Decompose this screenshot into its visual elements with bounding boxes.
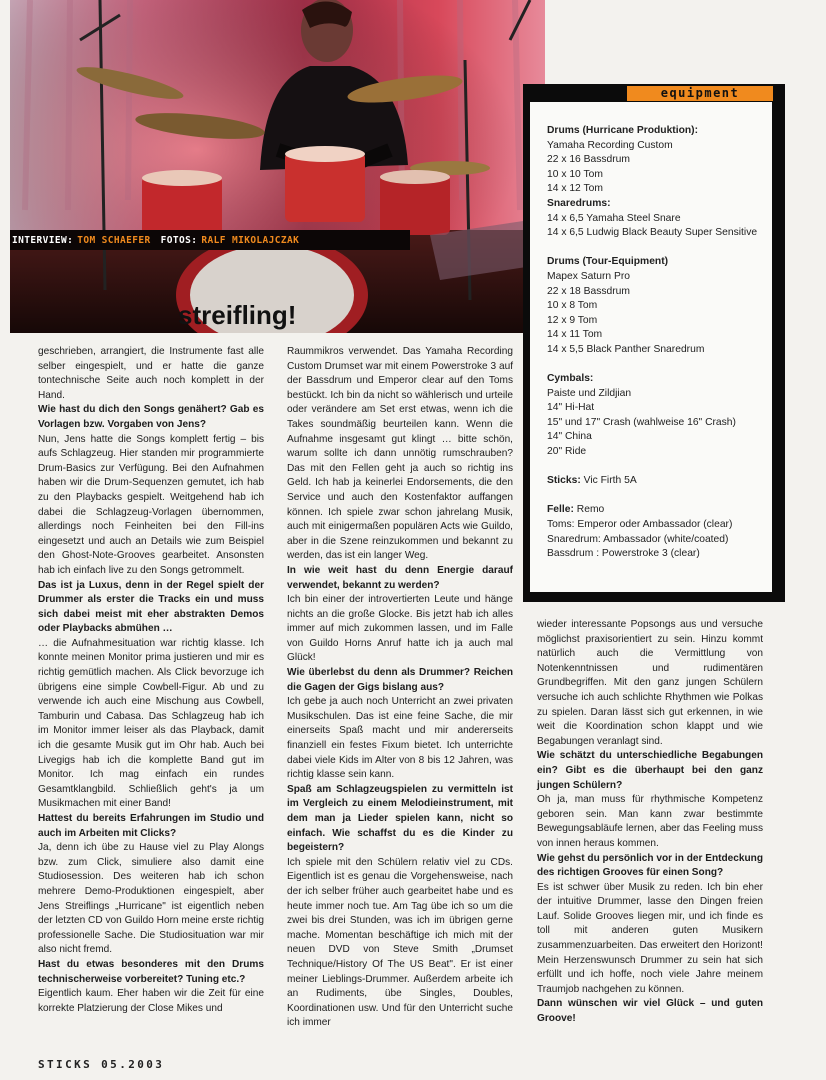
equipment-line: 14 x 5,5 Black Panther Snaredrum <box>547 343 705 355</box>
answer-paragraph: … die Aufnahmesituation war richtig klasse. Ich konnte meinen Monitor prima justieren und mir es richtig gemütlich machen. Als Click bevorzuge ich übrigens eine simple Cowbell-Figur. Ab und zu verwende ich auch eine Mischung aus Cowbell, Tamburin und Cabasa. Das Schlagzeug hab ich im Monitor immer leiser als das Playback, damit ich die gesamte Musik gut im Ohr hab. Auch bei Livegigs hab ich die komplette Band gut im Monitor. Ich mag einfach ein rundes Gesamtklangbild. Schließlich geht's ja um Musikmachen mit einer Band! <box>38 637 264 810</box>
felle-value: Remo <box>576 504 605 516</box>
equipment-line: 15" und 17" Crash (wahlweise 16" Crash) <box>547 416 736 428</box>
question-paragraph: Das ist ja Luxus, denn in der Regel spielt der Drummer als erster die Tracks ein und muss sich dabei meist mit eher abstrakten Demos oder Playbacks abmühen … <box>38 579 264 635</box>
answer-paragraph: Raummikros verwendet. Das Yamaha Recording Custom Drumset war mit einem Powerstroke 3 auf der Bassdrum und Emperor clear auf den Toms bestückt. Ich bin da nicht so wählerisch und urteile oder verändere am Set erst etwas, wenn ich die Takes soundmäßig beurteilen kann. Wenn die Aufnahme insgesamt gut klingt … bitte schön, warum sollte ich dann unnötig rumschrauben? Das mit den Fellen geht ja auch so richtig ins Geld. Ich hab ja keinerlei Endorsements, die den Service und auch den Kostenfaktor auffangen können. Ich spiele zwar schon jahrelang Musik, auch mit einigermaßen populären Acts wie Guildo, aber in die Szene reinzukommen und bekannt zu werden, das ist ein langer Weg. <box>287 346 513 562</box>
equipment-line: 22 x 18 Bassdrum <box>547 285 630 297</box>
question-paragraph: Hast du etwas besonderes mit den Drums technischerweise vorbereitet? Tuning etc.? <box>38 958 264 985</box>
credit-interviewer: TOM SCHAEFER <box>77 234 151 246</box>
answer-paragraph: Eigentlich kaum. Eher haben wir die Zeit für eine korrekte Platzierung der Close Mikes und <box>38 988 264 1014</box>
equipment-section-cymbals <box>547 372 772 460</box>
answer-paragraph: Es ist schwer über Musik zu reden. Ich bin eher der intuitive Drummer, lasse den Dingen freien Lauf. Solide Grooves liegen mir, und ich finde es toll mit anderen guten Musikern zusammenzuarbeiten. Das erweitert den Horizont! Mein Herzenswunsch Drummer zu sein hat sich erfüllt und ich hoffe, noch viele Jahre meinem Traumjob nachgehen zu können. <box>537 881 763 995</box>
sticks-value: Vic Firth 5A <box>583 475 637 487</box>
equipment-line: 14" China <box>547 431 592 443</box>
equipment-box <box>523 84 785 602</box>
equipment-line: 14 x 6,5 Ludwig Black Beauty Super Sensitive <box>547 227 758 239</box>
credit-photos-label: FOTOS: <box>160 234 198 246</box>
bassdrum-logo: streifling! <box>178 300 297 330</box>
question-paragraph: Wie hast du dich den Songs genähert? Gab es Vorlagen bzw. Vorgaben von Jens? <box>38 404 264 430</box>
photo-credit-bar <box>10 230 410 250</box>
answer-paragraph: Nun, Jens hatte die Songs komplett fertig – bis aufs Schlagzeug. Hier standen mir programmierte Drum-Basics zur Verfügung. Bei den Aufnahmen haben wir die Drum-Sequenzen gemutet, ich hab zu den Playbacks gespielt. Weitgehend hab ich dabei die Schlagzeug-Vorlagen übernommen, allerdings noch Feinheiten bei den Fill-ins eingesetzt und auch an Details wie zum Beispiel den Ghost-Note-Grooves gearbeitet. Ansonsten hab ich einfach live zu den Songs getrommelt. <box>38 433 264 576</box>
equipment-line: Toms: Emperor oder Ambassador (clear) <box>547 519 733 531</box>
equipment-line: 14 x 12 Tom <box>547 183 603 195</box>
equipment-line: 22 x 16 Bassdrum <box>547 154 630 166</box>
equipment-heading: Cymbals: <box>547 373 594 385</box>
credit-photographer: RALF MIKOLAJCZAK <box>201 234 300 246</box>
question-paragraph: Wie schätzt du unterschiedliche Begabungen ein? Gibt es die überhaupt bei den ganz jungen Schülern? <box>537 750 763 791</box>
equipment-line: Mapex Saturn Pro <box>547 270 630 282</box>
equipment-line: 14 x 11 Tom <box>547 329 603 341</box>
question-paragraph: Wie überlebst du denn als Drummer? Reichen die Gagen der Gigs bislang aus? <box>287 667 513 693</box>
equipment-line: 14 x 6,5 Yamaha Steel Snare <box>547 212 681 224</box>
felle-label: Felle: <box>547 504 574 516</box>
answer-paragraph: Ich spiele mit den Schülern relativ viel zu CDs. Eigentlich ist es genau die Vorgehensweise, nach der ich selber früher auch gearbeitet habe und es heute immer noch tue. Am Tag übe ich so um die zwei bis drei Stunden, was ich im übrigen gerne mache. Momentan beschäftige ich mich mit der neuen DVD von Steve Smith „Drumset Technique/History Of The US Beat". Er ist einer meiner Lieblings-Drummer. Außerdem arbeite ich an Rudiments, übe Singles, Doubles, Koordinationen usw. Und für den Unterricht suche ich immer <box>287 856 513 1029</box>
equipment-section-felle <box>547 503 772 561</box>
question-paragraph: In wie weit hast du denn Energie darauf verwendet, bekannt zu werden? <box>287 564 513 591</box>
question-paragraph: Wie gehst du persönlich vor in der Entdeckung des richtigen Grooves für einen Song? <box>537 852 763 879</box>
answer-paragraph: geschrieben, arrangiert, die Instrumente fast alle selber eingespielt, und er hatte die ganze tontechnische Seite auch noch komplett in der Hand. <box>38 346 264 401</box>
drummer-photo-illustration <box>10 0 545 333</box>
sticks-label: Sticks: <box>547 475 581 487</box>
answer-paragraph: Ja, denn ich übe zu Hause viel zu Play Alongs bzw. zum Click, simuliere also damit eine Studiosession. Des weiteren hab ich schon mehrere Demo-Produktionen eingespielt, aber Jens Streiflings „Hurricane" ist eigentlich neben der letzten CD von Guildo Horn meine erste richtig professionelle Sache. Die Studiosituation war mir also nicht fremd. <box>38 842 264 956</box>
equipment-section-hurricane <box>547 124 772 241</box>
article-column-1 <box>38 345 264 1016</box>
question-paragraph: Hattest du bereits Erfahrungen im Studio und auch im Arbeiten mit Clicks? <box>38 813 264 839</box>
drummer-photo <box>10 0 545 333</box>
equipment-line: 14" Hi-Hat <box>547 402 595 414</box>
equipment-subheading: Snaredrums: <box>547 197 611 209</box>
equipment-line: 20" Ride <box>547 446 587 458</box>
credit-interview-label: INTERVIEW: <box>12 234 74 246</box>
article-column-3 <box>537 618 763 1027</box>
equipment-list <box>530 102 772 592</box>
question-paragraph: Dann wünschen wir viel Glück – und guten Groove! <box>537 998 763 1025</box>
equipment-line: 10 x 8 Tom <box>547 300 598 312</box>
equipment-line: Yamaha Recording Custom <box>547 139 673 151</box>
equipment-line: Snaredrum: Ambassador (white/coated) <box>547 533 729 545</box>
page-footer: STICKS 05.2003 <box>38 1058 165 1071</box>
equipment-section-tour <box>547 255 772 357</box>
equipment-section-sticks <box>547 474 772 489</box>
article-column-2 <box>287 345 513 1031</box>
equipment-line: 10 x 10 Tom <box>547 168 603 180</box>
answer-paragraph: Ich bin einer der introvertierten Leute und hänge nichts an die große Glocke. Bis jetzt hab ich alles immer auf mich zukommen lassen, und im Falle von Guildo Horns Anruf hatte ich ja auch mal Glück! <box>287 594 513 664</box>
question-paragraph: Spaß am Schlagzeugspielen zu vermitteln ist im Vergleich zu einem Melodieinstrument, mit dem man ja Lieder spielen kann, nicht so einfach. Wie schaffst du es die Kinder zu begeistern? <box>287 783 513 854</box>
equipment-line: Paiste und Zildjian <box>547 387 632 399</box>
answer-paragraph: Ich gebe ja auch noch Unterricht an zwei privaten Musikschulen. Das ist eine feine Sache, die mir einerseits Spaß macht und mir andererseits finanziell ein festes Fixum bietet. Ich unterrichte dabei viele Kids im Alter von 8 bis 12 Jahren, was richtig klasse sein kann. <box>287 696 513 781</box>
equipment-heading: Drums (Hurricane Produktion): <box>547 125 699 136</box>
answer-paragraph: Oh ja, man muss für rhythmische Kompetenz geboren sein. Man kann zwar bestimmte Bewegungsabläufe lernen, aber das Feeling muss von innen heraus kommen. <box>537 794 763 849</box>
equipment-heading: Drums (Tour-Equipment) <box>547 256 669 268</box>
equipment-line: Bassdrum : Powerstroke 3 (clear) <box>547 548 700 560</box>
answer-paragraph: wieder interessante Popsongs aus und versuche möglichst praxisorientiert zu sein. Hinzu kommt natürlich auch die Vermittlung von Notenkenntnissen und rudimentären Grundbegriffen. Mit den ganz jungen Schülern versuche ich auch schlichte Rhythmen wie Polkas zu spielen. Daran lässt sich gut erkennen, in wie weit die Koordination schon klappt und wie Begabungen veranlagt sind. <box>537 619 763 747</box>
equipment-title: equipment <box>627 86 773 101</box>
equipment-line: 12 x 9 Tom <box>547 314 598 326</box>
